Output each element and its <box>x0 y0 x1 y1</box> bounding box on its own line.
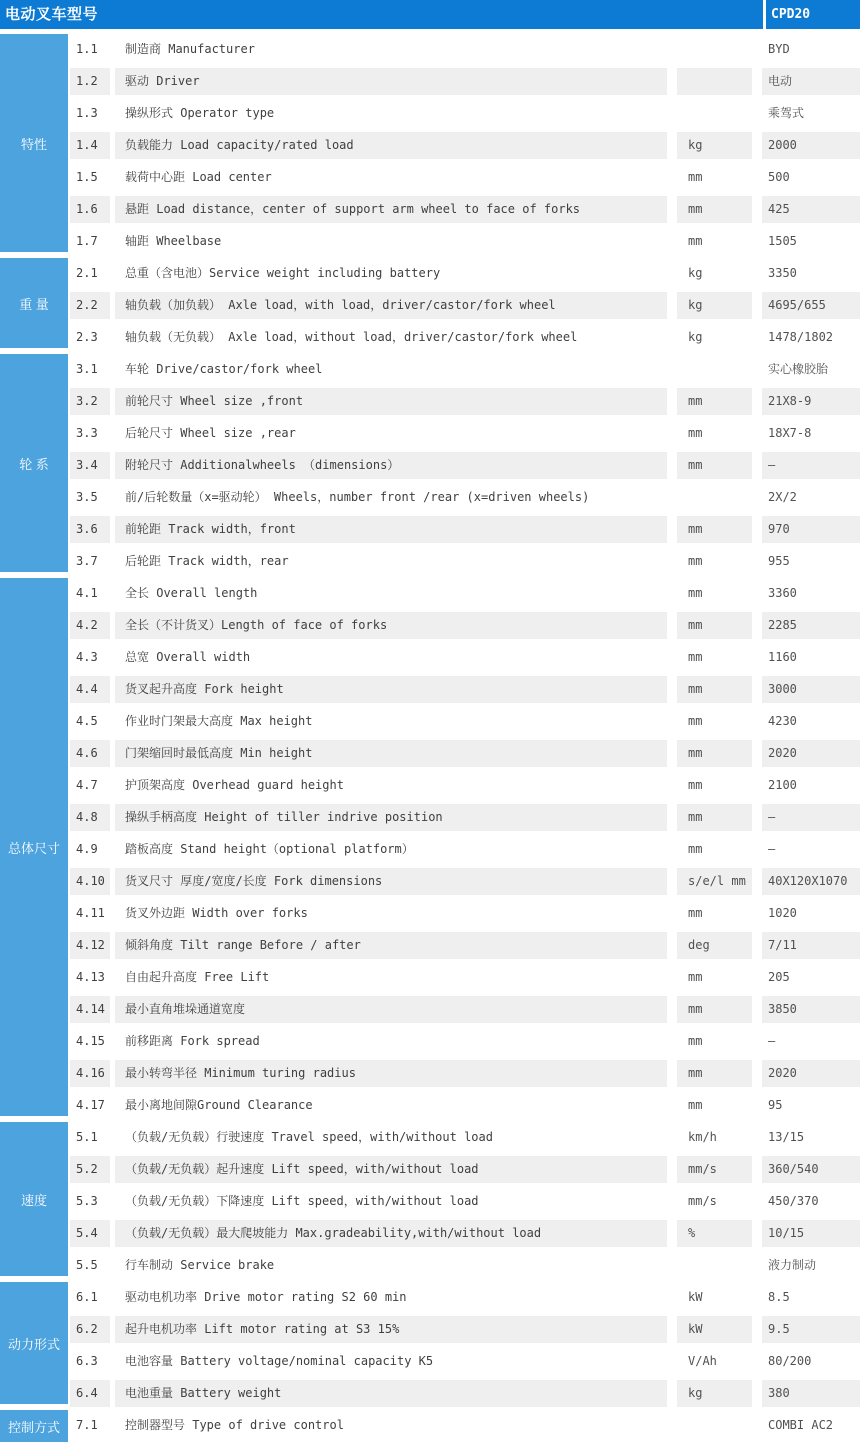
spec-row <box>68 290 860 322</box>
section-rows <box>68 258 860 354</box>
row-description: 最小直角堆垛通道宽度 <box>115 996 667 1023</box>
row-number: 1.7 <box>76 234 98 248</box>
row-value: 3350 <box>768 266 797 280</box>
row-description: （负载/无负载）起升速度 Lift speed，with/without load <box>115 1156 667 1183</box>
section-label: 速度 <box>0 1122 68 1282</box>
row-value: 955 <box>768 554 790 568</box>
row-number: 1.4 <box>70 132 110 159</box>
row-number: 4.5 <box>76 714 98 728</box>
row-value: 2X/2 <box>768 490 797 504</box>
row-description: 附轮尺寸 Additionalwheels （dimensions） <box>115 452 667 479</box>
spec-row <box>68 34 860 66</box>
row-number: 4.2 <box>70 612 110 639</box>
row-number: 6.1 <box>76 1290 98 1304</box>
row-number: 1.5 <box>76 170 98 184</box>
row-value: 实心橡胶胎 <box>768 362 829 376</box>
spec-row <box>68 1122 860 1154</box>
row-unit: mm <box>688 234 703 248</box>
row-number: 3.5 <box>76 490 98 504</box>
spec-row <box>68 450 860 482</box>
row-unit: mm/s <box>677 1156 752 1183</box>
row-description: 最小离地间隙Ground Clearance <box>125 1098 313 1112</box>
row-description: 自由起升高度 Free Lift <box>125 970 270 984</box>
row-description: 车轮 Drive/castor/fork wheel <box>125 362 323 376</box>
row-value: 电动 <box>762 68 860 95</box>
row-number: 4.1 <box>76 586 98 600</box>
row-unit: deg <box>677 932 752 959</box>
spec-row <box>68 354 860 386</box>
row-value: COMBI AC2 <box>768 1418 834 1432</box>
row-number: 1.3 <box>76 106 98 120</box>
row-unit: mm <box>677 388 752 415</box>
row-description: 前移距离 Fork spread <box>125 1034 260 1048</box>
row-value: 40X120X1070 <box>762 868 860 895</box>
section-label: 动力形式 <box>0 1282 68 1410</box>
row-value: — <box>768 842 776 856</box>
row-unit: mm <box>688 1034 703 1048</box>
row-description: 前/后轮数量（x=驱动轮） Wheels，number front /rear (x=driven wheels) <box>125 490 590 504</box>
section-rows <box>68 34 860 258</box>
row-number: 5.2 <box>70 1156 110 1183</box>
row-value: 21X8-9 <box>762 388 860 415</box>
row-description: （负载/无负载）行驶速度 Travel speed，with/without load <box>125 1130 493 1144</box>
row-number: 6.3 <box>76 1354 98 1368</box>
row-value: 970 <box>762 516 860 543</box>
row-number: 2.2 <box>70 292 110 319</box>
row-unit: mm <box>688 714 703 728</box>
spec-row <box>68 258 860 290</box>
row-description: 轴负载（加负载） Axle load，with load，driver/castor/fork wheel <box>115 292 667 319</box>
row-unit: mm <box>688 170 703 184</box>
spec-section <box>0 1410 860 1442</box>
row-unit: kg <box>677 132 752 159</box>
row-value: 1160 <box>768 650 797 664</box>
row-number: 5.3 <box>76 1194 98 1208</box>
row-description: 全长（不计货叉）Length of face of forks <box>115 612 667 639</box>
row-description: 总宽 Overall width <box>125 650 251 664</box>
row-number: 4.4 <box>70 676 110 703</box>
row-description: 悬距 Load distance，center of support arm wheel to face of forks <box>115 196 667 223</box>
row-description: （负载/无负载）最大爬坡能力 Max.gradeability,with/without load <box>115 1220 667 1247</box>
spec-row <box>68 1282 860 1314</box>
row-number: 4.7 <box>76 778 98 792</box>
section-rows <box>68 1282 860 1410</box>
row-number: 4.13 <box>76 970 105 984</box>
row-description: 轴负载（无负载） Axle load，without load，driver/castor/fork wheel <box>125 330 578 344</box>
row-unit: kg <box>677 292 752 319</box>
spec-row <box>68 610 860 642</box>
spec-section <box>0 1122 860 1282</box>
row-value: 13/15 <box>768 1130 805 1144</box>
header-bar <box>0 0 860 29</box>
row-value: 乘驾式 <box>768 106 805 120</box>
row-number: 3.6 <box>70 516 110 543</box>
row-number: 3.7 <box>76 554 98 568</box>
row-description: 总重（含电池）Service weight including battery <box>125 266 441 280</box>
spec-row <box>68 1058 860 1090</box>
spec-row <box>68 802 860 834</box>
row-value: 360/540 <box>762 1156 860 1183</box>
row-unit: mm <box>688 650 703 664</box>
row-value: BYD <box>768 42 790 56</box>
row-number: 1.6 <box>70 196 110 223</box>
spec-row <box>68 130 860 162</box>
row-value: 2020 <box>762 740 860 767</box>
page-title: 电动叉车型号 <box>5 6 99 23</box>
model-label: CPD20 <box>771 7 811 22</box>
row-number: 5.5 <box>76 1258 98 1272</box>
row-unit: km/h <box>688 1130 717 1144</box>
row-value: 10/15 <box>762 1220 860 1247</box>
row-description: 操纵形式 Operator type <box>125 106 275 120</box>
row-unit: mm <box>688 1098 703 1112</box>
row-value: 1020 <box>768 906 797 920</box>
row-unit: mm <box>677 676 752 703</box>
row-number: 6.4 <box>70 1380 110 1407</box>
row-unit: mm <box>677 996 752 1023</box>
row-number: 4.10 <box>70 868 110 895</box>
row-description: 起升电机功率 Lift motor rating at S3 15% <box>115 1316 667 1343</box>
row-number: 5.4 <box>70 1220 110 1247</box>
row-number: 7.1 <box>76 1418 98 1432</box>
row-unit <box>677 1252 752 1279</box>
row-number: 2.1 <box>76 266 98 280</box>
spec-row <box>68 738 860 770</box>
row-description: 货叉尺寸 厚度/宽度/长度 Fork dimensions <box>115 868 667 895</box>
row-description: 门架缩回时最低高度 Min height <box>115 740 667 767</box>
section-rows <box>68 1122 860 1282</box>
row-unit <box>677 356 752 383</box>
spec-row <box>68 226 860 258</box>
spec-row <box>68 674 860 706</box>
spec-row <box>68 962 860 994</box>
row-unit: mm <box>677 452 752 479</box>
section-label: 特性 <box>0 34 68 258</box>
row-description: 倾斜角度 Tilt range Before / after <box>115 932 667 959</box>
row-description: 护顶架高度 Overhead guard height <box>125 778 344 792</box>
row-number: 3.4 <box>70 452 110 479</box>
row-number: 4.6 <box>70 740 110 767</box>
row-description: 后轮尺寸 Wheel size ,rear <box>125 426 296 440</box>
spec-row <box>68 322 860 354</box>
row-description: 全长 Overall length <box>125 586 258 600</box>
row-value: 2285 <box>762 612 860 639</box>
row-value: 3000 <box>762 676 860 703</box>
row-description: 前轮距 Track width，front <box>115 516 667 543</box>
spec-row <box>68 1250 860 1282</box>
row-number: 4.14 <box>70 996 110 1023</box>
row-description: 前轮尺寸 Wheel size ,front <box>115 388 667 415</box>
section-rows <box>68 1410 860 1442</box>
spec-row <box>68 770 860 802</box>
spec-row <box>68 994 860 1026</box>
row-number: 2.3 <box>76 330 98 344</box>
section-rows <box>68 578 860 1122</box>
spec-row <box>68 386 860 418</box>
row-value: 8.5 <box>768 1290 790 1304</box>
row-unit <box>677 100 752 127</box>
spec-section <box>0 354 860 578</box>
row-number: 3.2 <box>70 388 110 415</box>
spec-row <box>68 578 860 610</box>
spec-table <box>0 34 860 1442</box>
row-value: 2020 <box>762 1060 860 1087</box>
spec-row <box>68 66 860 98</box>
row-number: 4.17 <box>76 1098 105 1112</box>
spec-row <box>68 1346 860 1378</box>
row-unit: mm <box>677 516 752 543</box>
spec-section <box>0 1282 860 1410</box>
spec-row <box>68 1154 860 1186</box>
spec-row <box>68 1410 860 1442</box>
row-value: — <box>762 804 860 831</box>
row-number: 4.15 <box>76 1034 105 1048</box>
row-number: 4.9 <box>76 842 98 856</box>
row-unit: mm <box>677 740 752 767</box>
row-number: 3.3 <box>76 426 98 440</box>
row-description: 驱动 Driver <box>115 68 667 95</box>
row-value: 80/200 <box>768 1354 812 1368</box>
spec-section <box>0 34 860 258</box>
row-unit <box>677 484 752 511</box>
row-number: 4.8 <box>70 804 110 831</box>
row-value: 2100 <box>768 778 797 792</box>
section-label: 轮 系 <box>0 354 68 578</box>
spec-row <box>68 866 860 898</box>
spec-row <box>68 1314 860 1346</box>
row-value: 1505 <box>768 234 797 248</box>
spec-row <box>68 1186 860 1218</box>
spec-row <box>68 1026 860 1058</box>
row-description: 货叉外边距 Width over forks <box>125 906 308 920</box>
row-value: 9.5 <box>762 1316 860 1343</box>
row-value: 4230 <box>768 714 797 728</box>
row-unit <box>677 68 752 95</box>
spec-row <box>68 514 860 546</box>
row-description: （负载/无负载）下降速度 Lift speed，with/without load <box>125 1194 479 1208</box>
row-value: 4695/655 <box>762 292 860 319</box>
row-value: 205 <box>768 970 790 984</box>
spec-row <box>68 898 860 930</box>
spec-row <box>68 1218 860 1250</box>
row-value: 95 <box>768 1098 783 1112</box>
row-number: 6.2 <box>70 1316 110 1343</box>
row-description: 控制器型号 Type of drive control <box>125 1418 344 1432</box>
row-description: 行车制动 Service brake <box>125 1258 275 1272</box>
row-value: 18X7-8 <box>768 426 812 440</box>
spec-row <box>68 546 860 578</box>
row-unit: V/Ah <box>688 1354 717 1368</box>
row-description: 电池重量 Battery weight <box>115 1380 667 1407</box>
row-unit: mm <box>677 804 752 831</box>
section-rows <box>68 354 860 578</box>
section-label: 总体尺寸 <box>0 578 68 1122</box>
row-number: 4.11 <box>76 906 105 920</box>
row-unit: kW <box>688 1290 703 1304</box>
row-description: 载荷中心距 Load center <box>125 170 272 184</box>
row-value: — <box>762 452 860 479</box>
row-description: 电池容量 Battery voltage/nominal capacity K5 <box>125 1354 434 1368</box>
row-description: 负载能力 Load capacity/rated load <box>115 132 667 159</box>
row-unit: % <box>677 1220 752 1247</box>
row-value: 7/11 <box>762 932 860 959</box>
row-number: 4.3 <box>76 650 98 664</box>
row-number: 5.1 <box>76 1130 98 1144</box>
row-value: — <box>768 1034 776 1048</box>
row-number: 3.1 <box>76 362 98 376</box>
row-unit: mm <box>677 196 752 223</box>
row-unit: mm <box>688 554 703 568</box>
row-description: 踏板高度 Stand height（optional platform） <box>125 842 414 856</box>
spec-row <box>68 834 860 866</box>
row-value: 380 <box>762 1380 860 1407</box>
row-description: 货叉起升高度 Fork height <box>115 676 667 703</box>
row-description: 最小转弯半径 Minimum turing radius <box>115 1060 667 1087</box>
row-description: 制造商 Manufacturer <box>125 42 255 56</box>
row-value: 450/370 <box>768 1194 819 1208</box>
row-number: 4.12 <box>70 932 110 959</box>
row-unit: kg <box>688 266 703 280</box>
spec-row <box>68 98 860 130</box>
spec-row <box>68 1090 860 1122</box>
row-value: 3360 <box>768 586 797 600</box>
spec-row <box>68 162 860 194</box>
spec-row <box>68 706 860 738</box>
row-unit: s/e/l mm <box>677 868 752 895</box>
row-unit: mm/s <box>688 1194 717 1208</box>
row-unit <box>677 1412 752 1439</box>
row-value: 3850 <box>762 996 860 1023</box>
row-unit: mm <box>688 778 703 792</box>
row-unit <box>677 36 752 63</box>
spec-row <box>68 930 860 962</box>
spec-row <box>68 418 860 450</box>
row-number: 1.1 <box>76 42 98 56</box>
row-unit: mm <box>688 586 703 600</box>
spec-section <box>0 258 860 354</box>
row-unit: mm <box>688 842 703 856</box>
row-unit: mm <box>688 970 703 984</box>
row-value: 1478/1802 <box>768 330 834 344</box>
row-description: 作业时门架最大高度 Max height <box>125 714 313 728</box>
row-number: 4.16 <box>70 1060 110 1087</box>
row-value: 500 <box>768 170 790 184</box>
row-value: 425 <box>762 196 860 223</box>
row-description: 后轮距 Track width，rear <box>125 554 289 568</box>
spec-row <box>68 1378 860 1410</box>
section-label: 重 量 <box>0 258 68 354</box>
spec-row <box>68 482 860 514</box>
row-unit: mm <box>677 612 752 639</box>
row-description: 驱动电机功率 Drive motor rating S2 60 min <box>125 1290 407 1304</box>
row-unit: mm <box>688 906 703 920</box>
section-label: 控制方式 <box>0 1410 68 1442</box>
row-number: 1.2 <box>70 68 110 95</box>
row-description: 轴距 Wheelbase <box>125 234 222 248</box>
spec-row <box>68 642 860 674</box>
row-unit: kW <box>677 1316 752 1343</box>
row-value: 液力制动 <box>768 1258 817 1272</box>
spec-section <box>0 578 860 1122</box>
row-unit: kg <box>677 1380 752 1407</box>
spec-row <box>68 194 860 226</box>
row-value: 2000 <box>762 132 860 159</box>
row-description: 操纵手柄高度 Height of tiller indrive position <box>115 804 667 831</box>
row-unit: mm <box>688 426 703 440</box>
row-unit: kg <box>688 330 703 344</box>
row-unit: mm <box>677 1060 752 1087</box>
